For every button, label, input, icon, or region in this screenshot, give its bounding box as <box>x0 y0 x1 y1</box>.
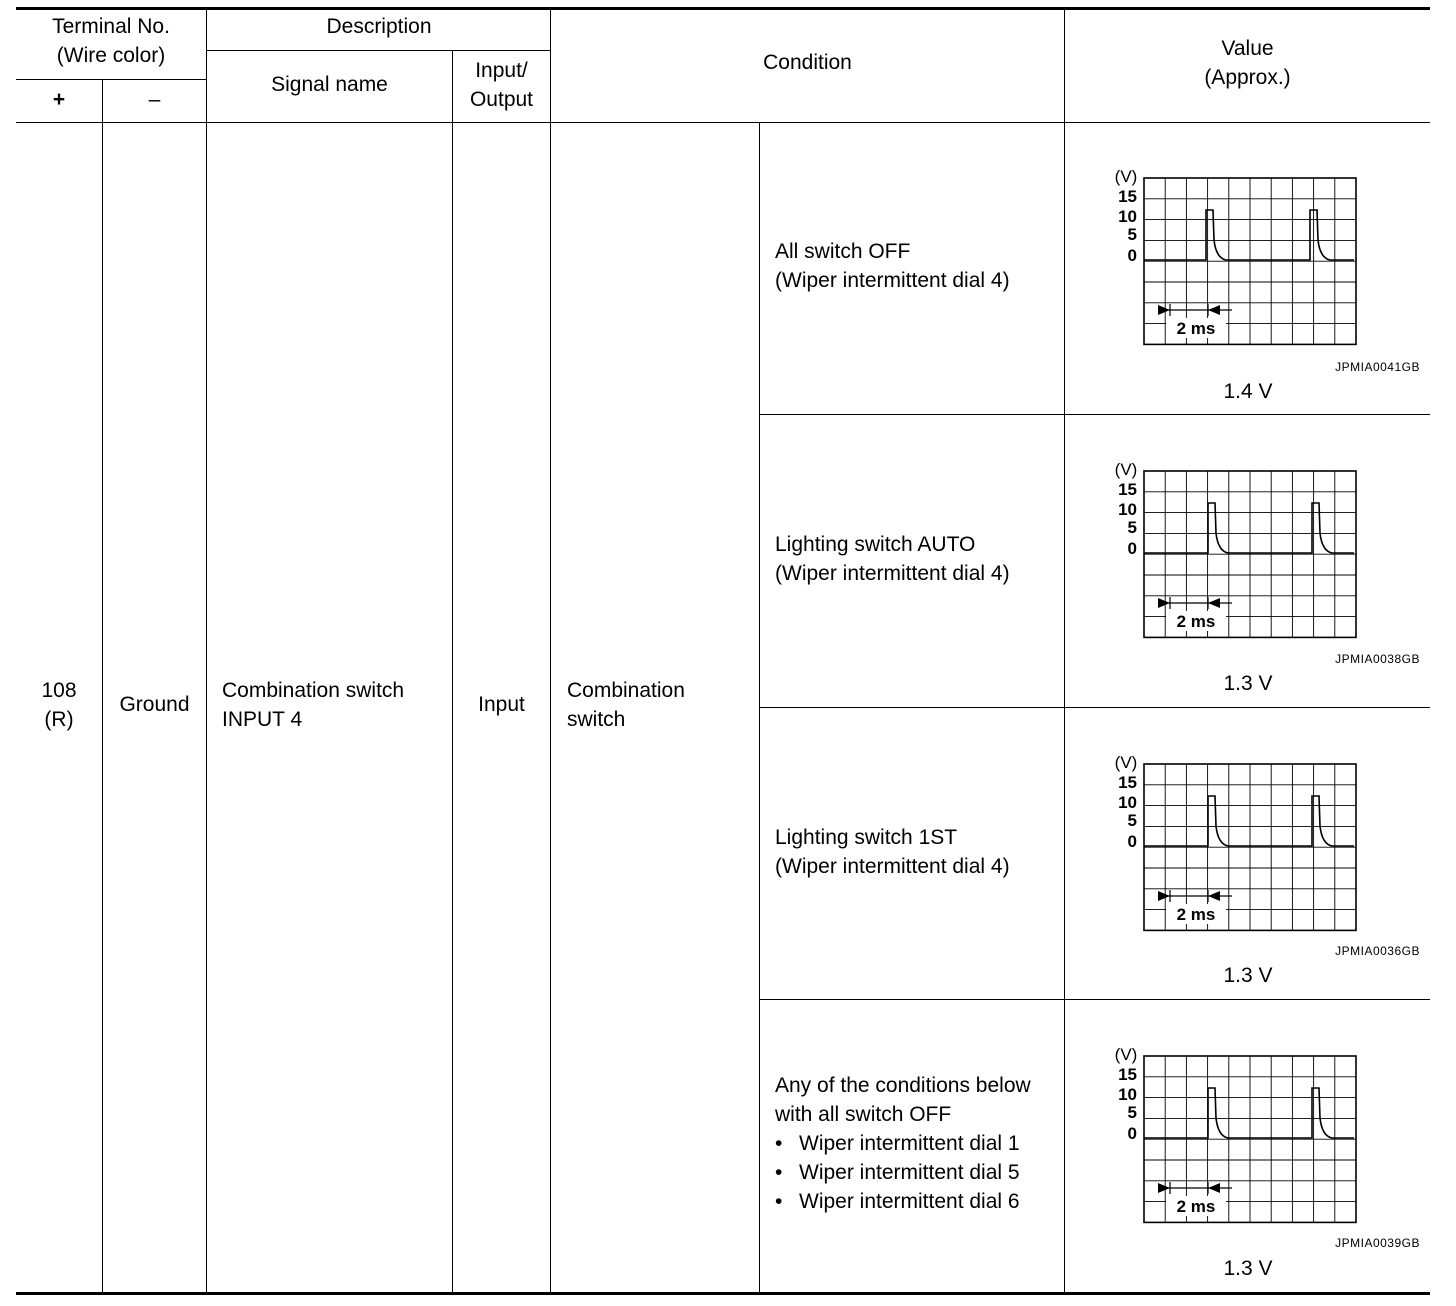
col-divider-terminal <box>206 8 207 1293</box>
waveform-1-trace <box>1144 210 1354 260</box>
condition-2-image-id: JPMIA0038GB <box>1335 652 1420 666</box>
col-divider-value <box>1064 8 1065 1293</box>
terminal-minus-value: Ground <box>119 693 190 716</box>
y-tick-label: 5 <box>1127 1103 1137 1122</box>
waveform-2-trace <box>1144 503 1354 553</box>
condition-1-text: All switch OFF (Wiper intermittent dial 4) <box>775 240 1010 292</box>
header-input-output: Input/ Output <box>469 59 534 111</box>
condition-3-value: 1.3 V <box>1223 964 1273 987</box>
y-unit-label: (V) <box>1114 753 1138 772</box>
time-scale-label: 2 ms <box>1176 1197 1216 1216</box>
rule-condition-2 <box>759 707 1430 708</box>
y-tick-label: 15 <box>1118 187 1137 206</box>
waveform-4 <box>1100 1040 1370 1240</box>
time-marker-arrow <box>1208 891 1220 901</box>
condition-group: Combination switch <box>567 679 685 731</box>
condition-1-image-id: JPMIA0041GB <box>1335 360 1420 374</box>
y-tick-label: 0 <box>1127 539 1137 558</box>
condition-4-text: Any of the conditions below with all switch OFF • Wiper intermittent dial 1 • Wiper intermittent dial 5 • Wiper intermittent dial 6 <box>775 1071 1060 1216</box>
terminal-plus-value: 108 (R) <box>41 679 77 731</box>
col-divider-signal <box>452 50 453 1293</box>
y-unit-label: (V) <box>1114 1045 1138 1064</box>
condition-3-text: Lighting switch 1ST (Wiper intermittent dial 4) <box>775 826 1010 878</box>
waveform-3-trace <box>1144 796 1354 846</box>
time-scale-label: 2 ms <box>1176 905 1216 924</box>
rule-description-sub <box>206 50 551 51</box>
header-description: Description <box>326 15 432 38</box>
rule-terminal-sub <box>16 79 207 80</box>
table-bottom-border <box>16 1292 1430 1295</box>
y-tick-label: 10 <box>1118 1085 1137 1104</box>
time-scale-label: 2 ms <box>1176 319 1216 338</box>
y-tick-label: 5 <box>1127 225 1137 244</box>
waveform-1 <box>1100 162 1370 362</box>
time-marker-arrow <box>1158 1183 1170 1193</box>
header-minus: – <box>148 88 161 111</box>
time-marker-arrow <box>1208 305 1220 315</box>
header-terminal-no: Terminal No. (Wire color) <box>52 15 170 67</box>
y-tick-label: 15 <box>1118 773 1137 792</box>
time-marker-arrow <box>1208 1183 1220 1193</box>
y-tick-label: 15 <box>1118 480 1137 499</box>
y-tick-label: 15 <box>1118 1065 1137 1084</box>
condition-1-value: 1.4 V <box>1223 380 1273 403</box>
table-top-border <box>16 7 1430 10</box>
header-value: Value (Approx.) <box>1204 37 1291 89</box>
condition-4-bullet: • Wiper intermittent dial 5 <box>775 1158 1060 1187</box>
col-divider-plus-minus <box>102 79 103 1293</box>
header-plus: + <box>52 88 66 111</box>
io-value: Input <box>478 693 525 716</box>
time-marker-arrow <box>1158 305 1170 315</box>
y-tick-label: 10 <box>1118 500 1137 519</box>
y-tick-label: 10 <box>1118 207 1137 226</box>
condition-2-text: Lighting switch AUTO (Wiper intermittent dial 4) <box>775 533 1010 585</box>
y-unit-label: (V) <box>1114 167 1138 186</box>
condition-3-image-id: JPMIA0036GB <box>1335 944 1420 958</box>
rule-condition-3 <box>759 999 1430 1000</box>
time-marker-arrow <box>1208 598 1220 608</box>
header-bottom-border <box>16 122 1430 123</box>
y-unit-label: (V) <box>1114 460 1138 479</box>
header-signal-name: Signal name <box>271 73 388 96</box>
condition-4-bullet: • Wiper intermittent dial 6 <box>775 1187 1060 1216</box>
time-marker-arrow <box>1158 891 1170 901</box>
col-divider-io <box>550 8 551 1293</box>
waveform-4-trace <box>1144 1088 1354 1138</box>
y-tick-label: 0 <box>1127 246 1137 265</box>
y-tick-label: 5 <box>1127 518 1137 537</box>
condition-4-bullet: • Wiper intermittent dial 1 <box>775 1129 1060 1158</box>
col-divider-condition <box>759 122 760 1293</box>
condition-4-value: 1.3 V <box>1223 1257 1273 1280</box>
y-tick-label: 10 <box>1118 793 1137 812</box>
condition-4-image-id: JPMIA0039GB <box>1335 1236 1420 1250</box>
header-condition: Condition <box>763 51 852 74</box>
y-tick-label: 0 <box>1127 832 1137 851</box>
condition-2-value: 1.3 V <box>1223 672 1273 695</box>
y-tick-label: 5 <box>1127 811 1137 830</box>
signal-name-value: Combination switch INPUT 4 <box>222 679 405 731</box>
y-tick-label: 0 <box>1127 1124 1137 1143</box>
rule-condition-1 <box>759 414 1430 415</box>
time-marker-arrow <box>1158 598 1170 608</box>
time-scale-label: 2 ms <box>1176 612 1216 631</box>
waveform-3 <box>1100 748 1370 948</box>
waveform-2 <box>1100 455 1370 655</box>
